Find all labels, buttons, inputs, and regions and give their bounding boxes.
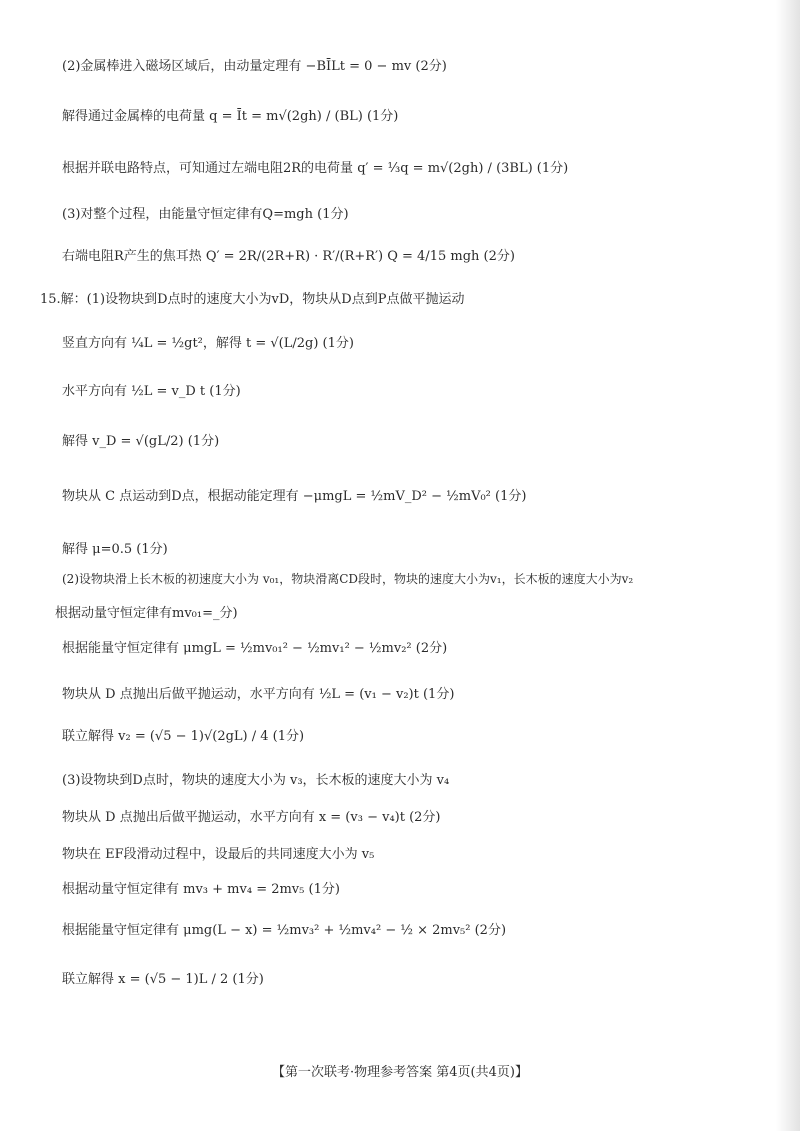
scan-page-edge-shadow [776,0,800,1131]
page-footer: 【第一次联考·物理参考答案 第4页(共4页)】 [272,1065,528,1080]
answer-line-9: 解得 v_D = √(gL/2) (1分) [62,434,220,449]
answer-line-11: 解得 μ=0.5 (1分) [62,542,168,557]
answer-line-5: 右端电阻R产生的焦耳热 Q′ = 2R/(2R+R) · R′/(R+R′) Q = 4/15 mgh (2分) [62,249,515,264]
answer-line-12: (2)设物块滑上长木板的初速度大小为 v₀₁，物块滑离CD段时，物块的速度大小为v₁，长木板的速度大小为v₂ [62,572,634,586]
answer-line-8: 水平方向有 ½L = v_D t (1分) [62,384,241,399]
answer-line-21: 根据能量守恒定律有 μmg(L − x) = ½mv₃² + ½mv₄² − ½ × 2mv₅² (2分) [62,923,507,938]
answer-line-1: (2)金属棒进入磁场区域后，由动量定理有 −BĪLt = 0 − mv (2分) [62,59,447,74]
answer-line-17: (3)设物块到D点时，物块的速度大小为 v₃，长木板的速度大小为 v₄ [62,773,450,788]
answer-line-14: 根据能量守恒定律有 μmgL = ½mv₀₁² − ½mv₁² − ½mv₂² (2分) [62,641,448,656]
answer-line-7: 竖直方向有 ¼L = ½gt²，解得 t = √(L/2g) (1分) [62,336,354,351]
answer-line-6: 15.解：(1)设物块到D点时的速度大小为vD，物块从D点到P点做平抛运动 [40,292,465,307]
answer-line-13: 根据动量守恒定律有mv₀₁=_分) [55,606,238,621]
answer-line-10: 物块从 C 点运动到D点，根据动能定理有 −μmgL = ½mV_D² − ½mV₀² (1分) [62,489,527,504]
answer-line-4: (3)对整个过程，由能量守恒定律有Q=mgh (1分) [62,207,349,222]
answer-line-3: 根据并联电路特点，可知通过左端电阻2R的电荷量 q′ = ⅓q = m√(2gh) / (3BL) (1分) [62,161,569,176]
answer-line-20: 根据动量守恒定律有 mv₃ + mv₄ = 2mv₅ (1分) [62,882,340,897]
answer-line-22: 联立解得 x = (√5 − 1)L / 2 (1分) [62,972,264,987]
answer-line-2: 解得通过金属棒的电荷量 q = Īt = m√(2gh) / (BL) (1分) [62,109,399,124]
answer-line-19: 物块在 EF段滑动过程中，设最后的共同速度大小为 v₅ [62,847,375,862]
answer-line-15: 物块从 D 点抛出后做平抛运动，水平方向有 ½L = (v₁ − v₂)t (1分) [62,687,455,702]
answer-line-18: 物块从 D 点抛出后做平抛运动，水平方向有 x = (v₃ − v₄)t (2分) [62,810,441,825]
answer-line-16: 联立解得 v₂ = (√5 − 1)√(2gL) / 4 (1分) [62,729,305,744]
